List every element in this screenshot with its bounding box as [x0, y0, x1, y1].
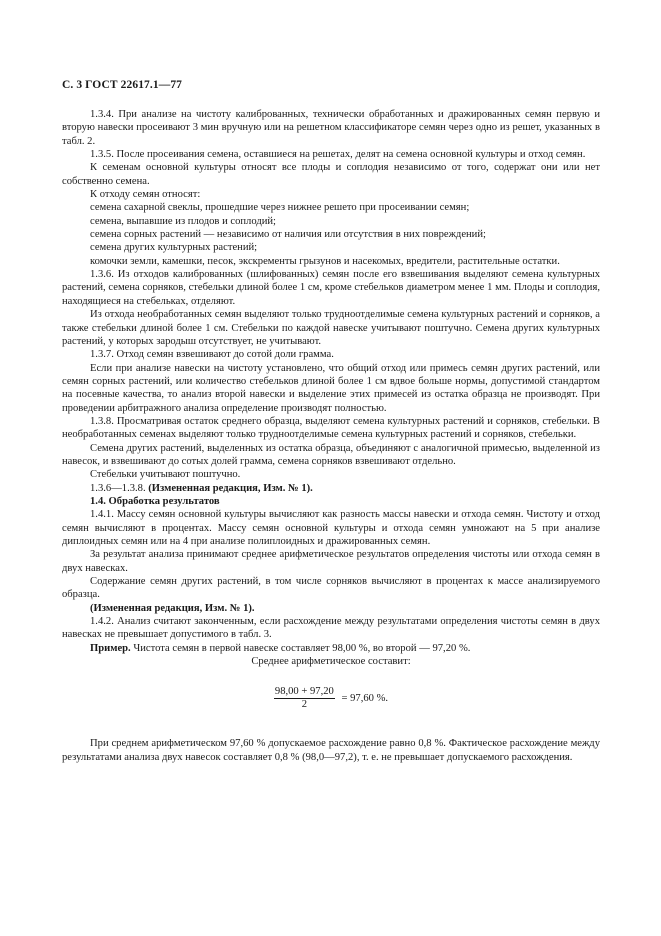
paragraph-other-seeds: Семена других растений, выделенных из остатка образца, объединяют с аналогичной примесью, выделенной из навесок, и взвешивают до сотых долей грамма, семена сорняков взвешивают отдельно. [62, 442, 600, 467]
example-text: Чистота семян в первой навеске составляет 98,00 %, во второй — 97,20 %. [130, 642, 471, 654]
paragraph-double-norm: Если при анализе навески на чистоту установлено, что общий отход или примесь семян других растений, или семян сорных растений, или количество стебельков длиной более 1 см вдвое больше нормы, допустимой стандартом на посевные качества, то анализ второй навески и выделение этих примесей из остатка образца не производят. При проведении арбитражного анализа определение производят полностью. [62, 362, 600, 414]
page-header: С. 3 ГОСТ 22617.1—77 [62, 79, 183, 91]
paragraph-waste-intro: К отходу семян относят: [90, 189, 201, 201]
document-body [62, 108, 600, 764]
paragraph-other-content: Содержание семян других растений, в том числе сорняков вычисляют в процентах к массе анализируемого образца. [62, 576, 600, 601]
paragraph-conclusion: При среднем арифметическом 97,60 % допускаемое расхождение равно 0,8 %. Фактическое расхождение между результатами анализа двух навесок составляет 0,8 % (98,0—97,2), т. е. не превышает допускаемого расхождения. [62, 738, 600, 763]
list-item-beet-seeds: семена сахарной свеклы, прошедшие через нижнее решето при просеивании семян; [90, 202, 470, 214]
paragraph-1-3-4: 1.3.4. При анализе на чистоту калиброванных, технически обработанных и дражированных семян первую и вторую навески просеивают 3 мин вручную или на решетном классификаторе семян через одно из решет, указанных в табл. 2. [62, 109, 600, 147]
formula-result: = 97,60 %. [341, 693, 389, 705]
formula-fraction [274, 686, 335, 711]
paragraph-revision-1 [62, 482, 600, 495]
revision-note: (Измененная редакция, Изм. № 1). [148, 482, 313, 494]
paragraph-stems-count: Стебельки учитывают поштучно. [90, 469, 241, 481]
list-item-weed-seeds: семена сорных растений — независимо от наличия или отсутствия в них повреждений; [90, 229, 486, 241]
paragraph-main-culture: К семенам основной культуры относят все плоды и соплодия независимо от того, содержат они или нет собственно семена. [62, 162, 600, 187]
list-item-other-crops: семена других культурных растений; [90, 242, 258, 254]
list-item-debris: комочки земли, камешки, песок, экскременты грызунов и насекомых, вредители, растительные остатки. [90, 255, 560, 267]
paragraph-example [62, 642, 600, 655]
paragraph-1-3-7: 1.3.7. Отход семян взвешивают до сотой доли грамма. [90, 349, 334, 361]
paragraph-result-average: За результат анализа принимают среднее арифметическое результатов определения чистоты или отхода семян в двух навесках. [62, 549, 600, 574]
revision-ref: 1.3.6—1.3.8. [90, 482, 149, 494]
formula-denominator: 2 [301, 699, 308, 711]
paragraph-untreated-waste: Из отхода необработанных семян выделяют только трудноотделимые семена культурных растений и сорняков, а также стебельки длиной более 1 см. Стебельки по каждой навеске учитывают поштучно. Семена других культурных растений, у которых зародыш отсутствует, не учитывают. [62, 309, 600, 347]
paragraph-1-4-2: 1.4.2. Анализ считают законченным, если расхождение между результатами определения чистоты семян в двух навесках не превышает допустимого в табл. 3. [62, 616, 600, 641]
formula-numerator: 98,00 + 97,20 [274, 686, 334, 698]
section-heading-1-4: 1.4. Обработка результатов [90, 495, 220, 507]
list-item-fallen-seeds: семена, выпавшие из плодов и соплодий; [90, 215, 277, 227]
formula [62, 686, 600, 711]
paragraph-revision-2: (Измененная редакция, Изм. № 1). [90, 602, 255, 614]
example-label: Пример. [90, 642, 131, 654]
paragraph-1-4-1: 1.4.1. Массу семян основной культуры вычисляют как разность массы навески и отхода семян. Чистоту и отход семян вычисляют в процентах. Массу семян основной культуры и отхода семян умножают на 5 при анализе диплоидных семян или на 4 при анализе полиплоидных и дражированных семян. [62, 509, 600, 547]
paragraph-1-3-6: 1.3.6. Из отходов калиброванных (шлифованных) семян после его взвешивания выделяют семена культурных растений, семена сорняков, стебельки длиной более 1 см, кроме стебельков диаметром менее 1 мм. Плоды и соплодия, находящиеся на стебельках, отделяют. [62, 269, 600, 307]
paragraph-average-intro: Среднее арифметическое составит: [251, 656, 411, 668]
paragraph-1-3-5: 1.3.5. После просеивания семена, оставшиеся на решетах, делят на семена основной культуры и отход семян. [90, 149, 586, 161]
paragraph-1-3-8: 1.3.8. Просматривая остаток среднего образца, выделяют семена культурных растений и сорняков, стебельки. В необработанных семенах выделяют только трудноотделимые семена культурных растений и сорняков, стебельки. [62, 415, 600, 441]
